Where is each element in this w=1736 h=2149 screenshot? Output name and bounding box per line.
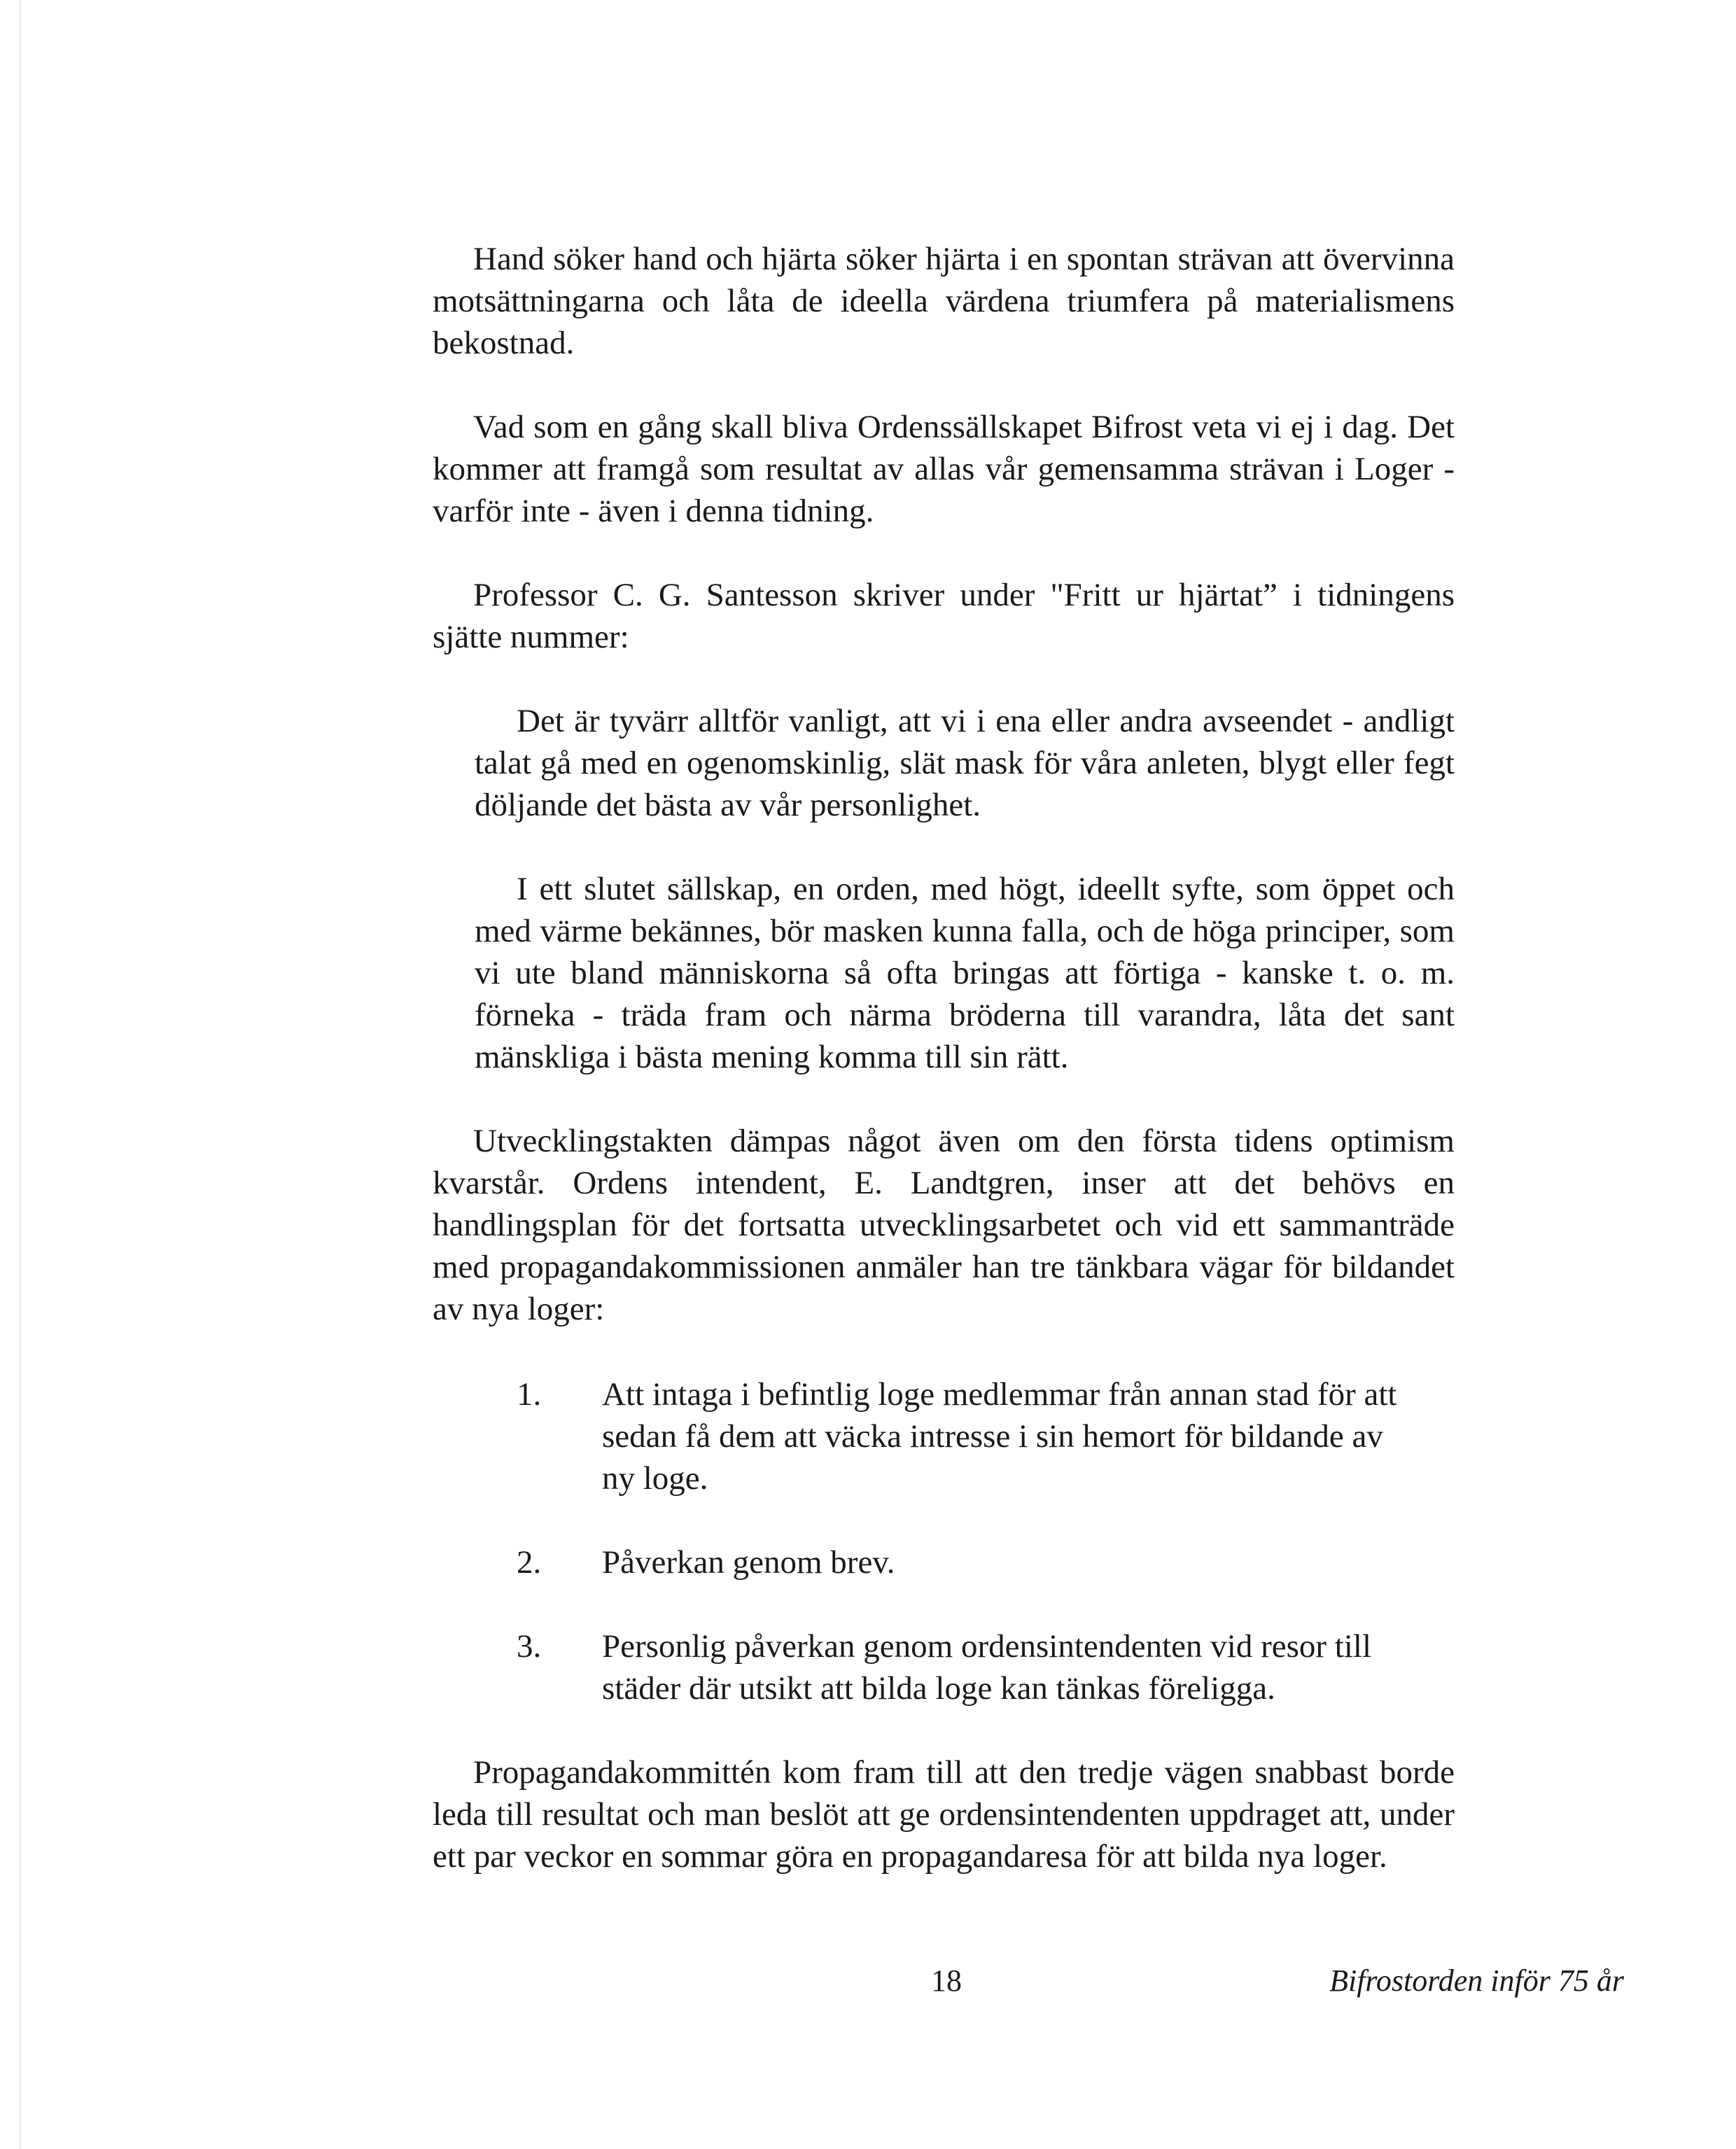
list-item xyxy=(433,1541,1455,1583)
list-item-number: 2. xyxy=(517,1544,542,1581)
paragraph-5: Propagandakommittén kom fram till att den tredje vägen snabbast borde leda till resultat och man beslöt att ge ordensintendenten uppdraget att, under ett par veckor en sommar göra en propagandaresa för att bilda nya loger. xyxy=(433,1754,1455,1875)
list-item-text: Påverkan genom brev. xyxy=(602,1544,895,1581)
running-title: Bifrostorden inför 75 år xyxy=(1329,1963,1624,1998)
list-item-text: Personlig påverkan genom ordensintendenten vid resor till städer där utsikt att bilda loge kan tänkas föreligga. xyxy=(602,1628,1372,1707)
page-number: 18 xyxy=(931,1963,962,1998)
paragraph-3: Professor C. G. Santesson skriver under "Fritt ur hjärtat” i tidningens sjätte nummer: xyxy=(433,577,1455,655)
list-item xyxy=(433,1625,1455,1709)
paragraph-1: Hand söker hand och hjärta söker hjärta i en spontan strävan att övervinna motsättningarna och låta de ideella värdena triumfera på materialismens bekostnad. xyxy=(433,241,1455,361)
scan-edge-line xyxy=(20,0,21,2149)
page-body xyxy=(433,231,1455,1877)
list-item xyxy=(433,1373,1455,1499)
numbered-list xyxy=(433,1373,1455,1709)
list-item-number: 3. xyxy=(517,1628,542,1665)
block-quote-2: I ett slutet sällskap, en orden, med högt, ideellt syfte, som öppet och med värme bekännes, bör masken kunna falla, och de höga principer, som vi ute bland människorna så ofta bringas att förtiga - kanske t. o. m. förneka - träda fram och närma bröderna till varandra, låta det sant mänskliga i bästa mening komma till sin rätt. xyxy=(475,871,1455,1075)
list-item-text: Att intaga i befintlig loge medlemmar från annan stad för att sedan få dem att väcka intresse i sin hemort för bildande av ny loge. xyxy=(602,1376,1397,1497)
list-item-number: 1. xyxy=(517,1376,542,1413)
paragraph-2: Vad som en gång skall bliva Ordenssällskapet Bifrost veta vi ej i dag. Det kommer att framgå som resultat av allas vår gemensamma strävan i Loger - varför inte - även i denna tidning. xyxy=(433,409,1455,529)
paragraph-4: Utvecklingstakten dämpas något även om den första tidens optimism kvarstår. Ordens intendent, E. Landtgren, inser att det behövs en handlingsplan för det fortsatta utvecklingsarbetet och vid ett sammanträde med propagandakommissionen anmäler han tre tänkbara vägar för bildandet av nya loger: xyxy=(433,1123,1455,1327)
block-quote-1: Det är tyvärr alltför vanligt, att vi i ena eller andra avseendet - andligt talat gå med en ogenomskinlig, slät mask för våra anleten, blygt eller fegt döljande det bästa av vår personlighet. xyxy=(475,703,1455,823)
